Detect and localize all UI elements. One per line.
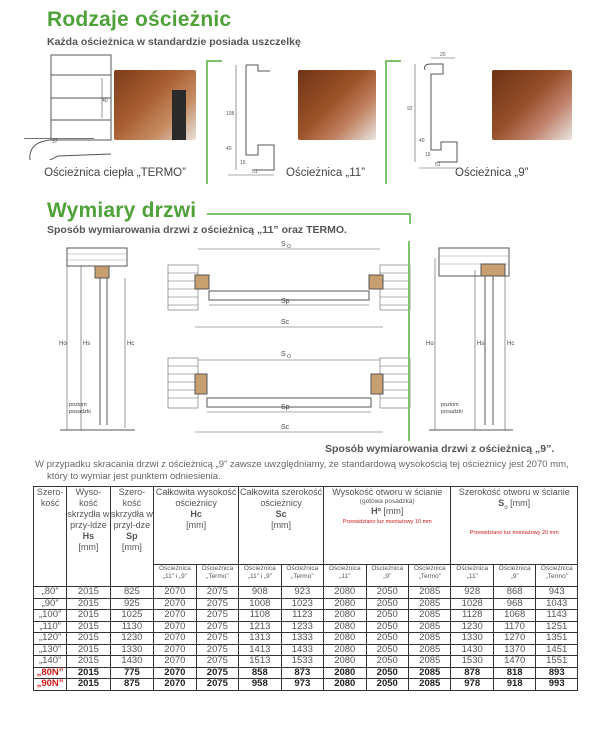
section-subtitle-frames: Każda ościeżnica w standardzie posiada uszczelkę (47, 36, 301, 48)
table-cell: 2050 (366, 621, 408, 633)
table-cell: 1130 (110, 621, 154, 633)
section-title-dimensions: Wymiary drzwi (47, 199, 197, 222)
table-cell: 2075 (196, 598, 238, 610)
th-sc-symbol: Sc (275, 509, 287, 519)
label-so-sub-bottom: O (287, 354, 291, 360)
th-so-symbol: S (498, 498, 505, 508)
table-cell: 825 (110, 587, 154, 599)
divider-2 (385, 60, 387, 184)
table-cell: 1023 (281, 598, 323, 610)
label-posadzki-right: posadzki (441, 409, 463, 415)
table-cell: 2080 (324, 679, 366, 691)
table-cell: 1533 (281, 656, 323, 668)
table-cell: 2070 (154, 621, 196, 633)
table-cell: 818 (493, 667, 535, 679)
table-cell: 1028 (451, 598, 493, 610)
dim-9-51: 51 (435, 162, 441, 168)
table-cell: 1433 (281, 644, 323, 656)
th-hs-symbol: Hs (82, 531, 95, 541)
label-poziom-right: poziom (441, 402, 459, 408)
table-cell: 2080 (324, 598, 366, 610)
th-leaf-height (67, 487, 111, 587)
th-so-sub3: Ościeżnica „Termo” (536, 565, 578, 587)
table-cell: 2085 (408, 587, 450, 599)
label-posadzki: posadzki (69, 409, 91, 415)
dim-termo-40: 40 (102, 98, 108, 104)
table-cell: 2070 (154, 598, 196, 610)
label-hc: Hc (127, 341, 135, 347)
label-ho-right: Ho (426, 341, 434, 347)
table-cell: 1451 (536, 644, 578, 656)
table-cell: 2080 (324, 633, 366, 645)
table-cell: 2070 (154, 644, 196, 656)
dim-termo-37: 37 (52, 139, 58, 145)
table-cell: 868 (493, 587, 535, 599)
table-cell: 2085 (408, 667, 450, 679)
th-ho-red-note: Przewidziano luz montażowy 10 mm (342, 519, 432, 525)
drawings-divider (408, 241, 410, 441)
table-cell: 2050 (366, 633, 408, 645)
table-cell: 2015 (67, 587, 111, 599)
table-cell: 2085 (408, 644, 450, 656)
dim-9-20: 20 (440, 52, 446, 58)
th-hs-unit: [mm] (78, 542, 99, 552)
th-so-sub2: Ościeżnica „9” (493, 565, 535, 587)
table-cell: 2015 (67, 598, 111, 610)
title-rule-left (207, 213, 411, 215)
table-cell: 2085 (408, 610, 450, 622)
th-ho-note: (gotowa posadzka) (359, 498, 415, 505)
table-cell: 1413 (239, 644, 281, 656)
table-cell: 1551 (536, 656, 578, 668)
table-cell: 1123 (281, 610, 323, 622)
termo-frame-photo (114, 70, 196, 140)
horizontal-section-11 (165, 235, 413, 345)
table-cell: 893 (536, 667, 578, 679)
table-cell: 2080 (324, 656, 366, 668)
label-sc-top: Sc (281, 319, 290, 326)
dim-11-40: 40 (226, 146, 232, 152)
table-cell: 775 (110, 667, 154, 679)
table-cell: „120” (34, 633, 67, 645)
table-cell: 2015 (67, 621, 111, 633)
table-cell: 1270 (493, 633, 535, 645)
table-cell: 2080 (324, 610, 366, 622)
table-row (34, 656, 578, 668)
table-cell: 993 (536, 679, 578, 691)
th-sc-label: Całkowita szerokość ościeżnicy (240, 487, 323, 508)
th-hc-sub1: Ościeżnica „11” i „9” (154, 565, 196, 587)
table-cell: „90N” (34, 679, 67, 691)
dim-11-51: 51 (252, 169, 258, 175)
table-cell: 918 (493, 679, 535, 691)
th-so-label: Szerokość otworu w ścianie (458, 487, 570, 497)
table-cell: 2015 (67, 667, 111, 679)
th-so-sub1: Ościeżnica „11” (451, 565, 493, 587)
table-cell: 1068 (493, 610, 535, 622)
th-hc-symbol: Hc (190, 509, 202, 519)
frame-9-photo (492, 70, 572, 140)
table-cell: 1128 (451, 610, 493, 622)
label-so-top: S (281, 241, 286, 248)
label-so-bottom: S (281, 351, 286, 358)
table-cell: 2015 (67, 610, 111, 622)
label-hs-right: Hs (477, 341, 485, 347)
dim-11-15: 15 (240, 160, 246, 166)
table-cell: 2080 (324, 667, 366, 679)
table-cell: 928 (451, 587, 493, 599)
table-cell: 2085 (408, 656, 450, 668)
dim-9-15: 15 (425, 152, 431, 158)
frame-11-drawing (218, 55, 298, 180)
table-cell: 2050 (366, 679, 408, 691)
table-cell: 1230 (451, 621, 493, 633)
table-cell: 2070 (154, 656, 196, 668)
table-cell: 908 (239, 587, 281, 599)
th-frame-height (154, 487, 239, 565)
table-cell: 2085 (408, 679, 450, 691)
table-cell: 958 (239, 679, 281, 691)
dim-line-termo (24, 138, 94, 139)
table-cell: „80N” (34, 667, 67, 679)
table-cell: 873 (281, 667, 323, 679)
table-cell: 2080 (324, 587, 366, 599)
subtitle-frame-9: Sposób wymiarowania drzwi z ościeżnicą „9”. (325, 443, 555, 455)
label-hs: Hs (83, 341, 91, 347)
table-cell: 2075 (196, 667, 238, 679)
table-cell: 1108 (239, 610, 281, 622)
th-frame-width (239, 487, 324, 565)
title-rule-drop (409, 213, 411, 224)
table-cell: 943 (536, 587, 578, 599)
table-cell: 2085 (408, 598, 450, 610)
th-sp-symbol: Sp (126, 531, 138, 541)
table-cell: 1230 (110, 633, 154, 645)
table-cell: 2080 (324, 621, 366, 633)
caption-9: Ościeżnica „9” (455, 167, 529, 179)
label-ho: Ho (59, 341, 67, 347)
table-cell: 2015 (67, 679, 111, 691)
th-sp-label: Szero-kość skrzydła w przyl-dze (110, 487, 153, 530)
table-cell: 978 (451, 679, 493, 691)
th-so-red-note: Przewidziano luz montażowy 20 mm (469, 529, 559, 536)
th-width (34, 487, 67, 587)
th-sc-unit: [mm] (271, 520, 292, 530)
section-subtitle-dimensions: Sposób wymiarowania drzwi z ościeżnicą „11” oraz TERMO. (47, 224, 347, 236)
label-sp-top: Sp (281, 298, 290, 305)
table-cell: 2050 (366, 667, 408, 679)
th-ho-unit: [mm] (383, 506, 404, 516)
table-cell: 858 (239, 667, 281, 679)
th-sc-sub2: Ościeżnica „Termo” (281, 565, 323, 587)
table-cell: 1313 (239, 633, 281, 645)
dimensions-table (33, 486, 578, 691)
termo-frame-drawing (18, 50, 118, 160)
table-cell: 1430 (110, 656, 154, 668)
table-cell: „80” (34, 587, 67, 599)
table-cell: 2075 (196, 644, 238, 656)
label-so-sub-top: O (287, 244, 291, 250)
table-cell: 1143 (536, 610, 578, 622)
table-cell: 2075 (196, 656, 238, 668)
dim-9-40: 40 (419, 138, 425, 144)
th-ho-label: Wysokość otworu w ścianie (332, 487, 443, 497)
vertical-section-right (425, 240, 525, 440)
table-cell: 2075 (196, 633, 238, 645)
table-cell: 2050 (366, 587, 408, 599)
table-cell: 923 (281, 587, 323, 599)
th-hs-label: Wyso-kość skrzydła w przy-ldze (67, 487, 110, 530)
table-row (34, 610, 578, 622)
th-so-unit: [mm] (510, 498, 531, 508)
label-sc-bottom: Sc (281, 424, 290, 431)
th-hc-sub2: Ościeżnica „Termo” (196, 565, 238, 587)
table-cell: „100” (34, 610, 67, 622)
dimensions-table-body (34, 587, 578, 691)
table-cell: 2015 (67, 644, 111, 656)
table-cell: 1351 (536, 633, 578, 645)
table-cell: 2080 (324, 644, 366, 656)
table-cell: 2085 (408, 621, 450, 633)
table-cell: 2050 (366, 656, 408, 668)
th-leaf-width (110, 487, 154, 587)
th-hc-label: Całkowita wysokość ościeżnicy (155, 487, 237, 508)
dim-9-92: 92 (407, 106, 413, 112)
note-line-1: W przypadku skracania drzwi z ościeżnicą „9” zawsze uwzględniamy, że standardową wysokością tej ościeżnicy jest 2070 mm, (35, 459, 569, 470)
frame-9-drawing (395, 50, 480, 175)
table-cell: „140” (34, 656, 67, 668)
table-cell: „110” (34, 621, 67, 633)
table-cell: 2050 (366, 598, 408, 610)
table-cell: 2070 (154, 610, 196, 622)
table-cell: 925 (110, 598, 154, 610)
table-cell: 2070 (154, 587, 196, 599)
label-hc-right: Hc (507, 341, 515, 347)
th-ho-symbol: Hº (371, 506, 381, 516)
table-cell: 2050 (366, 644, 408, 656)
table-row (34, 679, 578, 691)
table-cell: 1370 (493, 644, 535, 656)
table-cell: 1333 (281, 633, 323, 645)
table-cell: 2070 (154, 633, 196, 645)
caption-11: Ościeżnica „11” (286, 167, 366, 179)
th-sp-unit: [mm] (121, 542, 142, 552)
table-cell: 1170 (493, 621, 535, 633)
table-cell: 973 (281, 679, 323, 691)
table-cell: 878 (451, 667, 493, 679)
table-cell: 1233 (281, 621, 323, 633)
th-opening-width (451, 487, 578, 565)
frame-11-photo (298, 70, 376, 140)
table-cell: 2050 (366, 610, 408, 622)
table-cell: 2015 (67, 656, 111, 668)
table-cell: 2085 (408, 633, 450, 645)
divider-1 (206, 60, 208, 184)
th-ho-sub1: Ościeżnica „11” (324, 565, 366, 587)
table-row (34, 598, 578, 610)
table-cell: 875 (110, 679, 154, 691)
table-cell: 1213 (239, 621, 281, 633)
section-title-frames: Rodzaje ościeżnic (47, 8, 232, 31)
table-cell: 1530 (451, 656, 493, 668)
table-cell: 2075 (196, 610, 238, 622)
table-cell: 1008 (239, 598, 281, 610)
table-cell: 2070 (154, 679, 196, 691)
th-opening-height (324, 487, 451, 565)
th-width-label: Szero-kość (36, 487, 64, 508)
table-row (34, 633, 578, 645)
table-cell: 2075 (196, 679, 238, 691)
th-ho-sub3: Ościeżnica „Termo” (408, 565, 450, 587)
table-cell: 968 (493, 598, 535, 610)
table-cell: 2015 (67, 633, 111, 645)
table-row (34, 621, 578, 633)
label-poziom: poziom (69, 402, 87, 408)
table-cell: 1330 (451, 633, 493, 645)
table-cell: 2075 (196, 587, 238, 599)
table-cell: 1251 (536, 621, 578, 633)
th-ho-sub2: Ościeżnica „9” (366, 565, 408, 587)
table-cell: 1330 (110, 644, 154, 656)
table-cell: 2075 (196, 621, 238, 633)
table-row (34, 667, 578, 679)
table-cell: 1470 (493, 656, 535, 668)
termo-frame-seal (172, 90, 186, 140)
table-cell: „130” (34, 644, 67, 656)
th-so-sub: o (504, 504, 508, 511)
th-sc-sub1: Ościeżnica „11” i „9” (239, 565, 281, 587)
horizontal-section-9 (165, 340, 413, 440)
table-cell: 1025 (110, 610, 154, 622)
table-cell: „90” (34, 598, 67, 610)
caption-termo: Ościeżnica ciepła „TERMO” (44, 167, 186, 179)
table-cell: 1430 (451, 644, 493, 656)
th-hc-unit: [mm] (186, 520, 207, 530)
table-cell: 2070 (154, 667, 196, 679)
dim-11-108: 108 (226, 111, 235, 117)
note-line-2: który to wymiar jest punktem odniesienia. (47, 471, 221, 482)
vertical-section-left (55, 240, 150, 440)
table-cell: 1513 (239, 656, 281, 668)
label-sp-bottom: Sp (281, 404, 290, 411)
table-cell: 1043 (536, 598, 578, 610)
table-row (34, 587, 578, 599)
table-row (34, 644, 578, 656)
